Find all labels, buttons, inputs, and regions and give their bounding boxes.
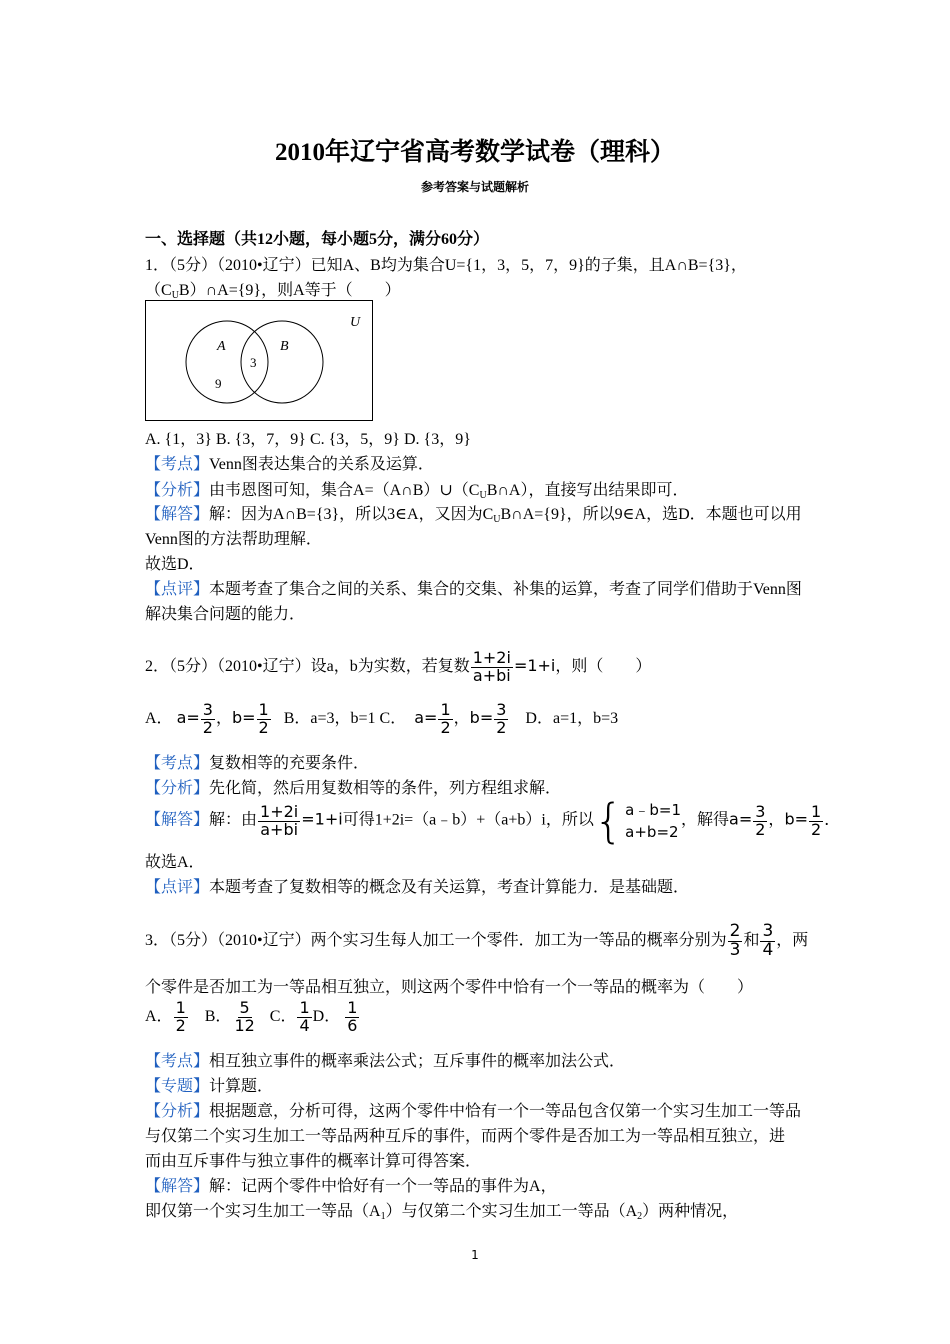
q2-equation-system: { a﹣b=1 a+b=2 [593, 794, 681, 848]
page-subtitle: 参考答案与试题解析 [420, 180, 529, 194]
venn-number-9: 9 [215, 376, 222, 391]
q2-stem-fraction: $\frac{1+2i}{a+bi}$ [472, 648, 511, 685]
q1-jieda-line2: Venn图的方法帮助理解． [145, 531, 322, 548]
venn-universe-box [146, 301, 373, 421]
q3-fenxi-line3: 而由互斥事件与独立事件的概率计算可得答案． [145, 1153, 482, 1170]
q3-fenxi-line2: 与仅第二个实习生加工一等品两种互斥的事件，而两个零件是否加工为一等品相互独立，进 [145, 1128, 786, 1145]
q1-options: A. {1，3} B. {3，7，9} C. {3，5，9} D. {3，9} [145, 431, 471, 448]
q1-stem-line2: $(C_UB)\cap A=\{9\}$，则A等于（ ） [145, 282, 401, 301]
q1-kaodian: 【考点】Venn图表达集合的关系及运算． [145, 456, 434, 473]
q3-stem: 3．（5分）（2010•辽宁）两个实习生每人加工一个零件．加工为一等品的概率分别为 $\frac{2}{3}$ 和 $\frac{3}{4}$ ，两 [145, 921, 809, 960]
q1-dianping: 【点评】本题考查了集合之间的关系、集合的交集、补集的运算，考查了同学们借助于Venn图 [145, 581, 802, 598]
q3-fenxi: 【分析】根据题意，分析可得，这两个零件中恰有一个一等品包含仅第一个实习生加工一等品 [145, 1103, 802, 1120]
q2-stem: 2．（5分）（2010•辽宁）设a，b为实数，若复数 $\frac{1+2i}{a+bi}$ =1+i，则（ ） [145, 648, 652, 685]
q2-jieda: 【解答】解：由 $\frac{1+2i}{a+bi}$ =1+i可得1+2i=（a﹣b）+（a+b）i，所以 { a﹣b=1 a+b=2 ，解得a= $\frac{3}{2}$ ，b= $\frac{1}{2}$ ． [145, 794, 841, 848]
q3-kaodian: 【考点】相互独立事件的概率乘法公式；互斥事件的概率加法公式． [145, 1053, 626, 1070]
q1-fenxi: 【分析】由韦恩图可知，集合$A=(A\cap B)\cup(C_UB\cap A)$，直接写出结果即可． [145, 482, 689, 501]
q1-choice: 故选D． [145, 556, 205, 573]
q3-options: A． $\frac{1}{2}$ B． $\frac{5}{12}$ C． $\frac{1}{4}$ D． $\frac{1}{6}$ [145, 998, 358, 1035]
q2-kaodian: 【考点】复数相等的充要条件． [145, 755, 370, 772]
q3-jieda-line2: 即仅第一个实习生加工一等品$(A_1)$与仅第二个实习生加工一等品$(A_2)$两种情况， [145, 1203, 739, 1222]
q3-zhuanti: 【专题】计算题． [145, 1078, 274, 1095]
venn-label-a: A [217, 339, 226, 354]
q2-choice: 故选A． [145, 854, 205, 871]
venn-diagram [145, 300, 373, 422]
q3-stem-line2: 个零件是否加工为一等品相互独立，则这两个零件中恰有一个一等品的概率为（ ） [145, 979, 754, 996]
q1-jieda: 【解答】解：因为A∩B={3}，所以3∈A，又因为$C_UB\cap A=\{9\}$，所以9∈A，选D．本题也可以用 [145, 506, 802, 525]
page-number: 1 [471, 1248, 479, 1262]
section-heading: 一、选择题（共12小题，每小题5分，满分60分） [145, 231, 490, 248]
q1-dianping-line2: 解决集合问题的能力． [145, 606, 306, 623]
q3-jieda: 【解答】解：记两个零件中恰好有一个一等品的事件为A， [145, 1178, 557, 1195]
q2-dianping: 【点评】本题考查了复数相等的概念及有关运算，考查计算能力．是基础题． [145, 879, 690, 896]
venn-label-u: U [350, 315, 361, 330]
page-title: 2010年辽宁省高考数学试卷（理科） [274, 139, 675, 166]
venn-label-b: B [280, 339, 289, 354]
q1-stem-line1: 1．（5分）（2010•辽宁）已知A、B均为集合U={1，3，5，7，9}的子集，且A∩B={3}， [145, 257, 747, 274]
q2-options: A． a= $\frac{3}{2}$ ，b= $\frac{1}{2}$ B．a=3，b=1 C． a= $\frac{1}{2}$ ，b= $\frac{3}{2}$ D．a=1，b=3 [145, 700, 619, 737]
q2-fenxi: 【分析】先化简，然后用复数相等的条件，列方程组求解． [145, 780, 562, 797]
venn-number-3: 3 [250, 355, 257, 370]
